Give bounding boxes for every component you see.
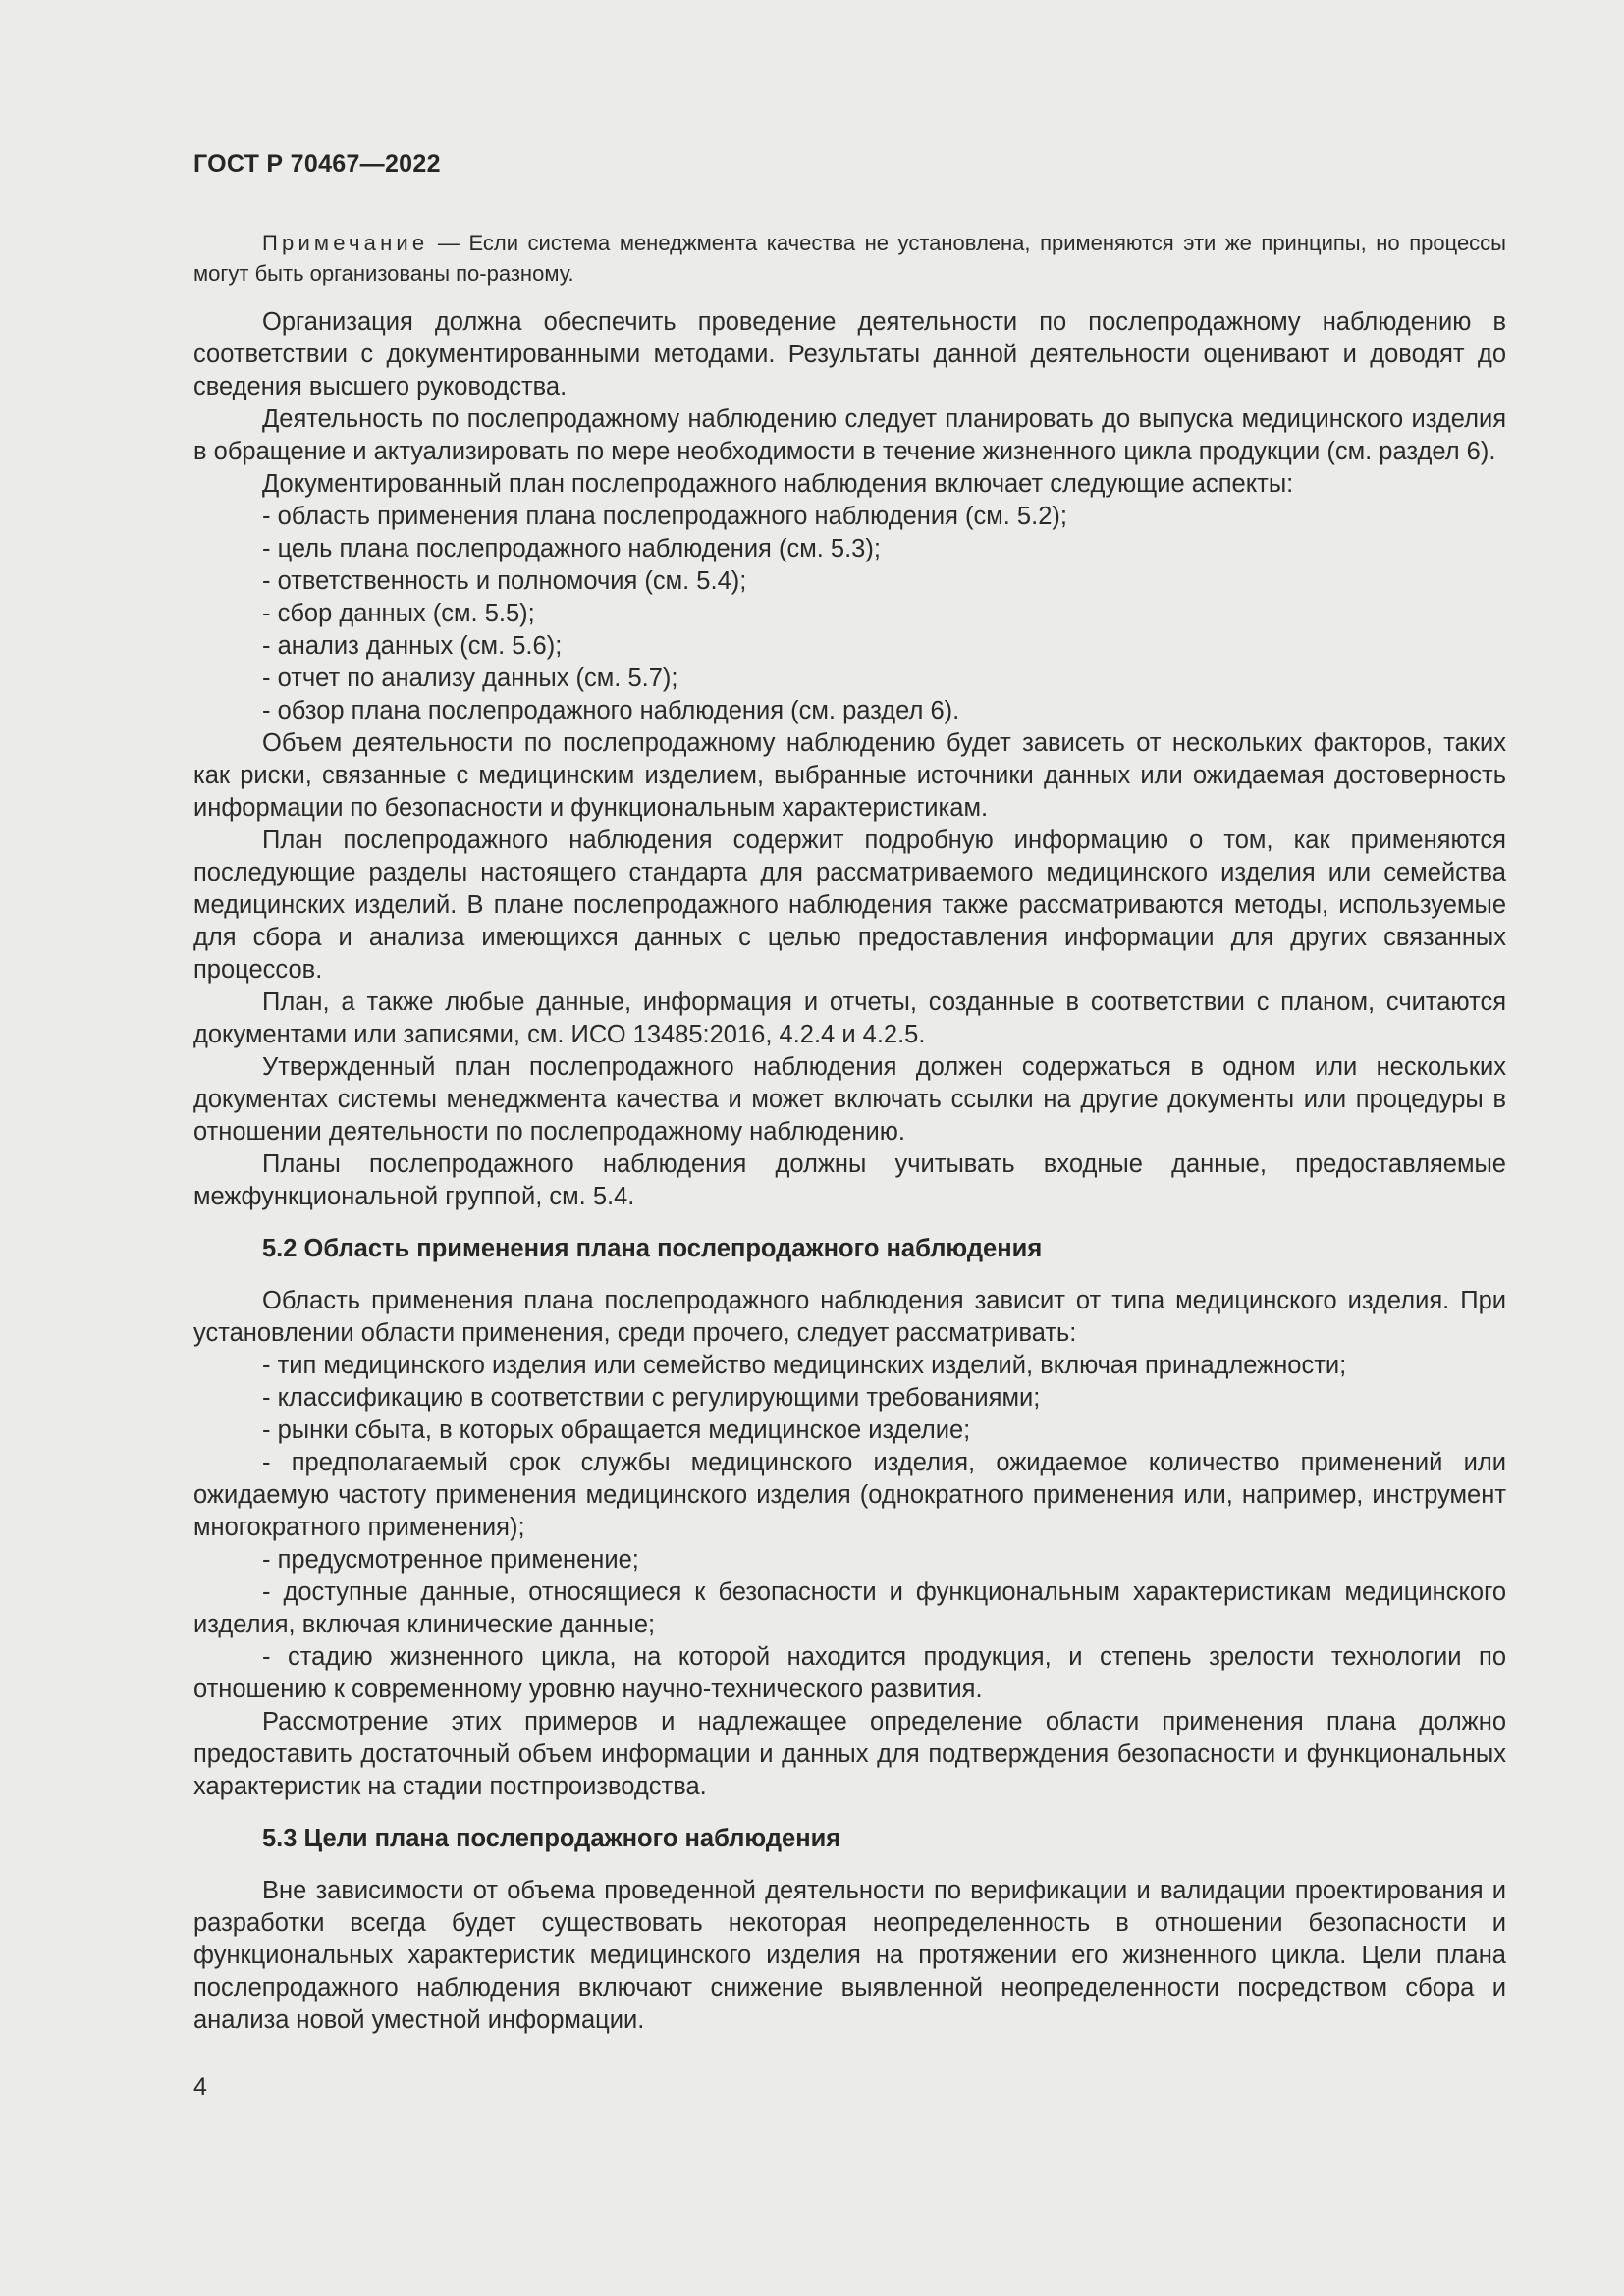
paragraph: План, а также любые данные, информация и отчеты, созданные в соответствии с планом, считаются документами или записями, см. ИСО 13485:2016, 4.2.4 и 4.2.5. <box>193 988 1506 1048</box>
paragraph: Организация должна обеспечить проведение деятельности по послепродажному наблюдению в соответствии с документированными методами. Результаты данной деятельности оценивают и доводят до сведения высшего руководства. <box>193 308 1506 400</box>
list-item: - предполагаемый срок службы медицинского изделия, ожидаемое количество применений или ожидаемую частоту применения медицинского изделия (однократного применения или, например, инструмент многократного применения); <box>193 1449 1506 1541</box>
paragraph: Документированный план послепродажного наблюдения включает следующие аспекты: <box>262 470 1294 498</box>
list-item: - предусмотренное применение; <box>262 1546 639 1574</box>
list-item: - тип медицинского изделия или семейство медицинских изделий, включая принадлежности; <box>262 1352 1347 1379</box>
paragraph: Область применения плана послепродажного наблюдения зависит от типа медицинского изделия. При установлении области применения, среди прочего, следует рассматривать: <box>193 1287 1506 1347</box>
section-heading-5-3: 5.3 Цели плана послепродажного наблюдения <box>262 1825 841 1852</box>
list-item: - цель плана послепродажного наблюдения (см. 5.3); <box>262 535 881 562</box>
paragraph: Планы послепродажного наблюдения должны учитывать входные данные, предоставляемые межфункциональной группой, см. 5.4. <box>193 1150 1506 1210</box>
list-item: - рынки сбыта, в которых обращается медицинское изделие; <box>262 1416 971 1444</box>
list-item: - отчет по анализу данных (см. 5.7); <box>262 665 678 692</box>
paragraph: Утвержденный план послепродажного наблюдения должен содержаться в одном или нескольких документах системы менеджмента качества и может включать ссылки на другие документы или процедуры в отношении деятельности по послепродажному наблюдению. <box>193 1053 1506 1146</box>
list-item: - сбор данных (см. 5.5); <box>262 600 535 627</box>
document-page <box>193 147 1506 2037</box>
list-item: - классификацию в соответствии с регулирующими требованиями; <box>262 1384 1041 1412</box>
list-item: - обзор плана послепродажного наблюдения (см. раздел 6). <box>262 697 960 724</box>
document-header: ГОСТ Р 70467—2022 <box>193 150 441 178</box>
paragraph: План послепродажного наблюдения содержит подробную информацию о том, как применяются последующие разделы настоящего стандарта для рассматриваемого медицинского изделия или семейства медицинских изделий. В плане послепродажного наблюдения также рассматриваются методы, используемые для сбора и анализа имеющихся данных с целью предоставления информации для других связанных процессов. <box>193 827 1506 984</box>
list-item: - анализ данных (см. 5.6); <box>262 632 563 660</box>
note-label: Примечание <box>262 231 429 255</box>
section-heading-5-2: 5.2 Область применения плана послепродажного наблюдения <box>262 1235 1043 1262</box>
page-number: 4 <box>193 2073 207 2101</box>
list-item: - область применения плана послепродажного наблюдения (см. 5.2); <box>262 503 1067 530</box>
list-item: - доступные данные, относящиеся к безопасности и функциональным характеристикам медицинского изделия, включая клинические данные; <box>193 1578 1506 1638</box>
paragraph: Вне зависимости от объема проведенной деятельности по верификации и валидации проектирования и разработки всегда будет существовать некоторая неопределенность в отношении безопасности и функциональных характеристик медицинского изделия на протяжении его жизненного цикла. Цели плана послепродажного наблюдения включают снижение выявленной неопределенности посредством сбора и анализа новой уместной информации. <box>193 1877 1506 2034</box>
paragraph: Рассмотрение этих примеров и надлежащее определение области применения плана должно предоставить достаточный объем информации и данных для подтверждения безопасности и функциональных характеристик на стадии постпроизводства. <box>193 1708 1506 1800</box>
paragraph: Объем деятельности по послепродажному наблюдению будет зависеть от нескольких факторов, таких как риски, связанные с медицинским изделием, выбранные источники данных или ожидаемая достоверность информации по безопасности и функциональным характеристикам. <box>193 729 1506 822</box>
paragraph: Деятельность по послепродажному наблюдению следует планировать до выпуска медицинского изделия в обращение и актуализировать по мере необходимости в течение жизненного цикла продукции (см. раздел 6). <box>193 405 1506 465</box>
list-item: - ответственность и полномочия (см. 5.4); <box>262 567 747 595</box>
note-text: — Если система менеджмента качества не установлена, применяются эти же принципы, но процессы могут быть организованы по-разному. <box>193 231 1506 286</box>
note <box>193 228 1506 289</box>
list-item: - стадию жизненного цикла, на которой находится продукция, и степень зрелости технологии по отношению к современному уровню научно-технического развития. <box>193 1643 1506 1703</box>
